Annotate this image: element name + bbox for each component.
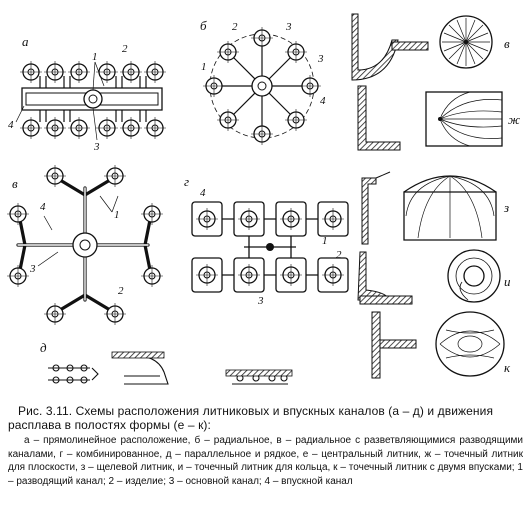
caption-legend: а – прямолинейное расположение, б – радиальное, в – радиальное с разветвляющимися разводящими каналами, г – комбинированное, д – параллельное и рядкое, е – центральный литник, ж – точечный литник для плоскости, з – щелевой литник, и – точечный литник для кольца, к – точечный литник с двумя впусками; 1 – разводящий канал; 2 – изделие; 3 – основной канал; 4 – впускной канал [8,435,523,487]
number-2-v: 2 [118,285,124,297]
label-e: в [504,36,510,51]
label-i: и [504,274,511,289]
number-3-v: 3 [30,263,36,275]
number-4-g: 4 [200,187,206,199]
scheme-d [40,340,292,384]
number-2-b: 2 [232,21,238,33]
label-d: д [40,340,47,355]
number-4-a: 4 [8,119,14,131]
figure-caption [8,404,523,488]
scheme-e [352,14,510,80]
number-3-g: 3 [258,295,264,307]
number-2-a: 2 [122,43,128,55]
label-v: в [12,176,18,191]
number-1-g: 1 [322,235,328,247]
scheme-a [8,34,166,153]
caption-title: Рис. 3.11. Схемы расположения литниковых и впускных каналов (а – д) и движения расплава в полостях формы (е – к): [8,404,494,432]
label-z: з [504,200,510,215]
number-3-a: 3 [94,141,100,153]
scheme-z [362,172,509,244]
scheme-g [184,174,348,307]
label-zh: ж [508,112,521,127]
label-k: к [504,360,511,375]
number-2-g: 2 [336,249,342,261]
scheme-b [200,18,326,145]
number-3-b1: 3 [286,21,292,33]
number-1-v: 1 [114,209,120,221]
number-4-v: 4 [40,201,46,213]
scheme-i [358,250,511,304]
scheme-k [372,312,511,378]
number-3-b2: 3 [318,53,324,65]
scheme-zh [358,86,520,150]
scheme-v-branching [7,165,163,325]
number-4-b: 4 [320,95,326,107]
number-1-a: 1 [92,51,98,63]
label-a: а [22,34,29,49]
label-b: б [200,18,207,33]
number-1-b: 1 [201,61,207,73]
label-g: г [184,174,190,189]
